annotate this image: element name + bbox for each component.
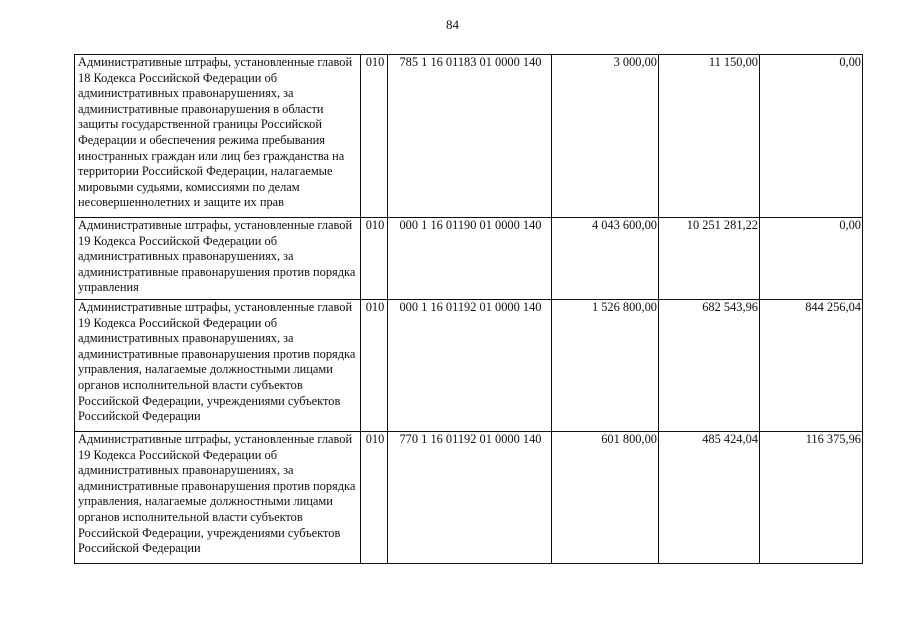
row-value-1: 601 800,00 (552, 432, 659, 564)
row-line-code: 010 (361, 218, 388, 300)
row-description: Административные штрафы, установленные главой 18 Кодекса Российской Федерации об административных правонарушениях, за административные правонарушения в области защиты государственной границы Российской Федерации и обеспечения режима пребывания иностранных граждан или лиц без гражданства на территории Российской Федерации, налагаемые мировыми судьями, комиссиями по делам несовершеннолетних и защите их прав (75, 55, 361, 218)
row-value-3: 0,00 (760, 55, 863, 218)
table-row (75, 432, 863, 564)
row-line-code: 010 (361, 55, 388, 218)
row-value-2: 10 251 281,22 (659, 218, 760, 300)
row-budget-code: 770 1 16 01192 01 0000 140 (388, 432, 552, 564)
revenue-table (74, 54, 863, 564)
row-budget-code: 000 1 16 01190 01 0000 140 (388, 218, 552, 300)
row-line-code: 010 (361, 432, 388, 564)
page-number: 84 (446, 17, 459, 32)
row-value-2: 11 150,00 (659, 55, 760, 218)
row-value-2: 485 424,04 (659, 432, 760, 564)
row-value-1: 1 526 800,00 (552, 300, 659, 432)
row-budget-code: 000 1 16 01192 01 0000 140 (388, 300, 552, 432)
table-row (75, 218, 863, 300)
row-description: Административные штрафы, установленные главой 19 Кодекса Российской Федерации об административных правонарушениях, за административные правонарушения против порядка управления, налагаемые должностными лицами органов исполнительной власти субъектов Российской Федерации, учреждениями субъектов Российской Федерации (75, 300, 361, 432)
row-value-2: 682 543,96 (659, 300, 760, 432)
row-value-1: 4 043 600,00 (552, 218, 659, 300)
row-value-3: 844 256,04 (760, 300, 863, 432)
row-value-3: 116 375,96 (760, 432, 863, 564)
row-budget-code: 785 1 16 01183 01 0000 140 (388, 55, 552, 218)
table-row (75, 300, 863, 432)
row-description: Административные штрафы, установленные главой 19 Кодекса Российской Федерации об административных правонарушениях, за административные правонарушения против порядка управления, налагаемые должностными лицами органов исполнительной власти субъектов Российской Федерации, учреждениями субъектов Российской Федерации (75, 432, 361, 564)
row-description: Административные штрафы, установленные главой 19 Кодекса Российской Федерации об административных правонарушениях, за административные правонарушения против порядка управления (75, 218, 361, 300)
row-line-code: 010 (361, 300, 388, 432)
row-value-1: 3 000,00 (552, 55, 659, 218)
row-value-3: 0,00 (760, 218, 863, 300)
table-row (75, 55, 863, 218)
